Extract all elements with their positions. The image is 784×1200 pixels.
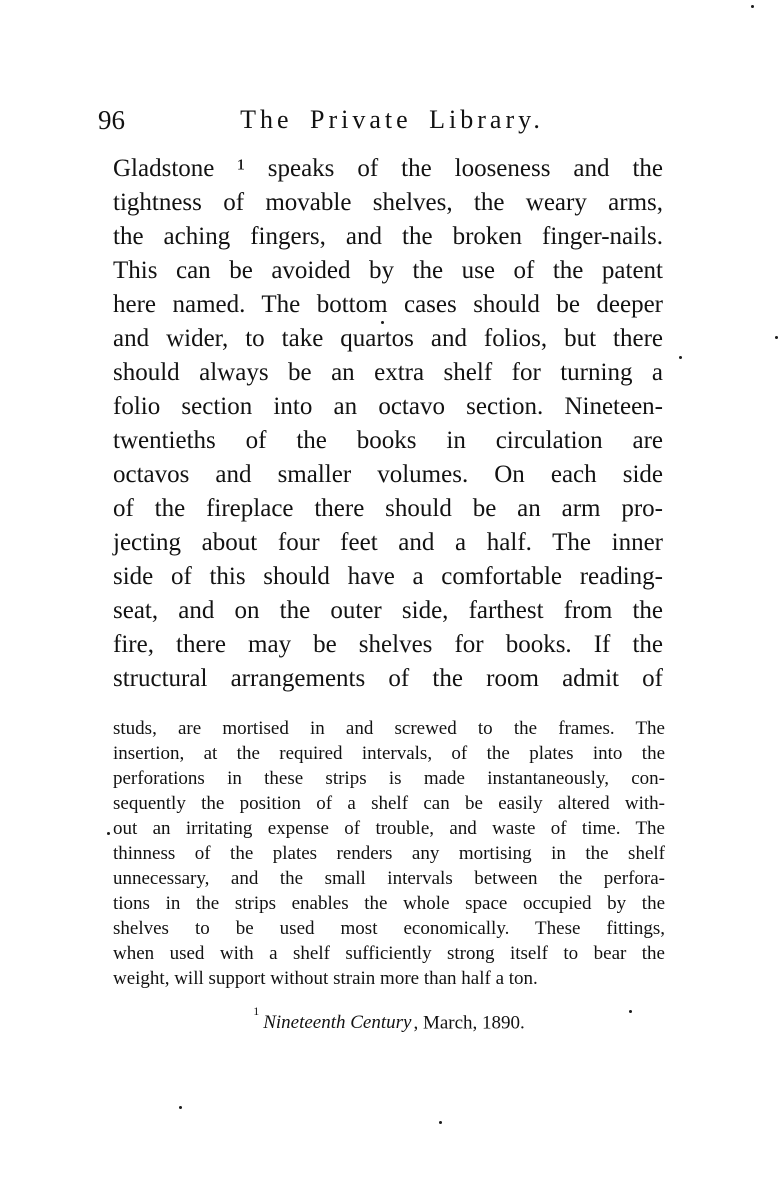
scan-speck (381, 321, 384, 324)
footnote-text (113, 716, 665, 991)
footnote-line-2: insertion, at the required intervals, of the plates into the (113, 743, 665, 764)
footnote-line-9: shelves to be used most economically. These fittings, (113, 918, 665, 939)
footnote-marker: 1 (253, 1004, 260, 1018)
footnote-work-title: Nineteenth Century (263, 1012, 412, 1034)
footnote-line-3: perforations in these strips is made instantaneously, con- (113, 768, 665, 789)
body-line-15: fire, there may be shelves for books. If the (113, 631, 663, 658)
footnote-line-1: studs, are mortised in and screwed to the frames. The (113, 718, 665, 739)
main-text-block (113, 152, 663, 696)
body-line-6: and wider, to take quartos and folios, but there (113, 325, 663, 352)
scan-speck (179, 1106, 182, 1109)
body-line-10: octavos and smaller volumes. On each side (113, 461, 663, 488)
footnote-line-7: unnecessary, and the small intervals between the perfora- (113, 868, 665, 889)
body-line-4: This can be avoided by the use of the patent (113, 257, 663, 284)
body-line-5: here named. The bottom cases should be deeper (113, 291, 663, 318)
body-line-12: jecting about four feet and a half. The inner (113, 529, 663, 556)
scan-speck (751, 5, 754, 8)
scan-speck (629, 1010, 632, 1013)
footnote-citation (113, 1005, 665, 1035)
footnote-line-5: out an irritating expense of trouble, and waste of time. The (113, 818, 665, 839)
body-line-11: of the fireplace there should be an arm pro- (113, 495, 663, 522)
scan-speck (107, 832, 110, 835)
footnote-citation-tail: , March, 1890. (413, 1012, 525, 1034)
footnote-line-11: weight, will support without strain more than half a ton. (113, 968, 538, 989)
footnote-line-10: when used with a shelf sufficiently strong itself to bear the (113, 943, 665, 964)
footnote-line-6: thinness of the plates renders any mortising in the shelf (113, 843, 665, 864)
scan-speck (439, 1121, 442, 1124)
page-number: 96 (98, 105, 125, 135)
scan-speck (775, 336, 778, 339)
scan-speck (679, 356, 682, 359)
body-line-8: folio section into an octavo section. Nineteen- (113, 393, 663, 420)
footnote-line-8: tions in the strips enables the whole space occupied by the (113, 893, 665, 914)
body-line-16: structural arrangements of the room admit of (113, 665, 663, 692)
body-line-2: tightness of movable shelves, the weary arms, (113, 189, 663, 216)
body-line-14: seat, and on the outer side, farthest from the (113, 597, 663, 624)
body-line-9: twentieths of the books in circulation are (113, 427, 663, 454)
body-line-3: the aching fingers, and the broken finger-nails. (113, 223, 663, 250)
footnote-block (113, 716, 665, 1035)
body-line-13: side of this should have a comfortable reading- (113, 563, 663, 590)
body-line-1: Gladstone ¹ speaks of the looseness and the (113, 155, 663, 182)
running-title: The Private Library. (240, 105, 544, 134)
footnote-line-4: sequently the position of a shelf can be easily altered with- (113, 793, 665, 814)
body-line-7: should always be an extra shelf for turning a (113, 359, 663, 386)
